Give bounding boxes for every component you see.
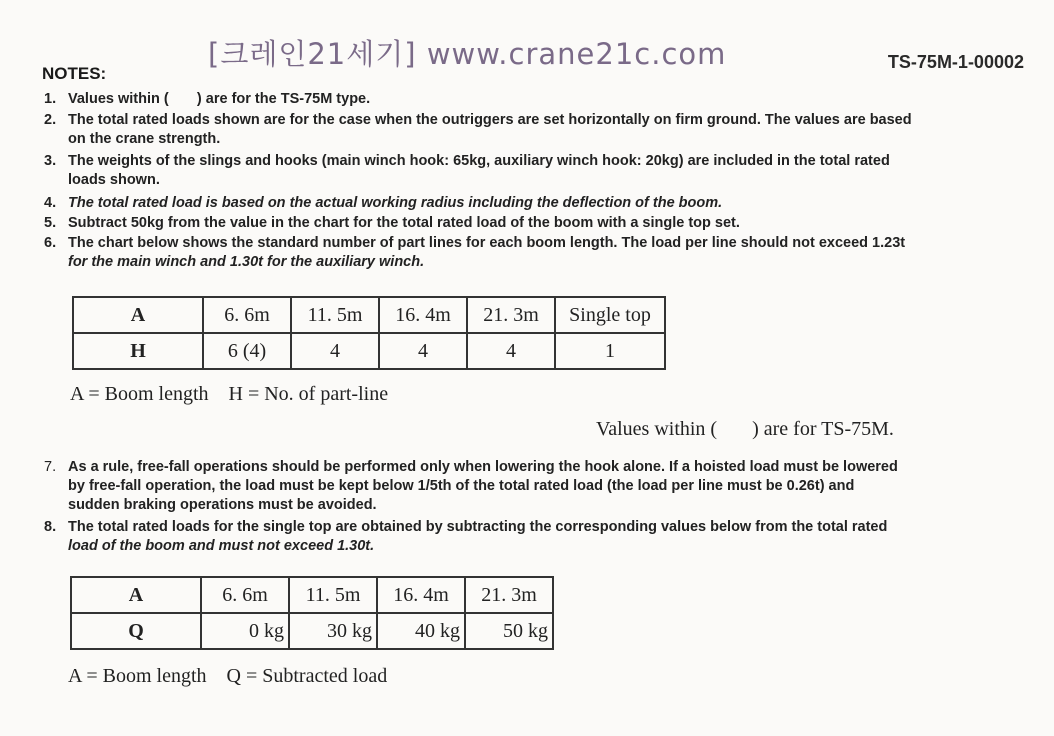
table-cell: 6 (4)	[203, 333, 291, 369]
note-text: Subtract 50kg from the value in the chart for the total rated load of the boom with a single top set.	[68, 215, 740, 231]
note-number: 4.	[44, 195, 57, 211]
notes-title: NOTES:	[42, 64, 107, 83]
note-8	[44, 518, 994, 556]
subtracted-load-table	[70, 576, 554, 650]
note-text: The total rated loads shown are for the case when the outriggers are set horizontally on firm ground. The values are based	[68, 112, 912, 128]
table-cell: 21. 3m	[465, 577, 553, 613]
table1-legend: A = Boom length H = No. of part-line	[70, 383, 389, 405]
note-text-cont: loads shown.	[68, 172, 160, 188]
table-cell: 40 kg	[377, 613, 465, 649]
table-cell: 11. 5m	[289, 577, 377, 613]
note-text: The total rated loads for the single top are obtained by subtracting the corresponding values below from the total rated	[68, 519, 888, 535]
note-number: 5.	[44, 215, 57, 231]
table-row	[73, 333, 665, 369]
table-cell: Q	[71, 613, 201, 649]
note-text: Values within ( ) are for the TS-75M type.	[68, 91, 371, 107]
note-text: The total rated load is based on the actual working radius including the deflection of the boom.	[68, 195, 723, 211]
note-text-cont: sudden braking operations must be avoided.	[68, 497, 377, 513]
table-cell: 0 kg	[201, 613, 289, 649]
note-3	[44, 152, 994, 190]
table-cell: A	[71, 577, 201, 613]
note-text: As a rule, free-fall operations should be performed only when lowering the hook alone. If a hoisted load must be lowered	[68, 459, 898, 475]
note-number: 7.	[44, 459, 57, 475]
note-number: 3.	[44, 153, 57, 169]
note-6	[44, 234, 994, 272]
note-2	[44, 111, 994, 149]
table-row	[71, 577, 553, 613]
table-cell: 16. 4m	[377, 577, 465, 613]
table-cell: A	[73, 297, 203, 333]
note-text: The weights of the slings and hooks (main winch hook: 65kg, auxiliary winch hook: 20kg) are included in the total rated	[68, 153, 890, 169]
note-text: The chart below shows the standard number of part lines for each boom length. The load per line should not exceed 1.23t	[68, 235, 906, 251]
note-number: 1.	[44, 91, 57, 107]
note-text-cont: for the main winch and 1.30t for the auxiliary winch.	[68, 254, 425, 270]
note-text-cont: on the crane strength.	[68, 131, 221, 147]
note-text-cont: load of the boom and must not exceed 1.30t.	[68, 538, 375, 554]
table-cell: 50 kg	[465, 613, 553, 649]
table-row	[71, 613, 553, 649]
table-cell: 16. 4m	[379, 297, 467, 333]
table-row	[73, 297, 665, 333]
note-5	[44, 214, 994, 233]
table-cell: 1	[555, 333, 665, 369]
table2-legend: A = Boom length Q = Subtracted load	[68, 665, 388, 687]
document-number: TS-75M-1-00002	[887, 52, 1024, 72]
table-cell: 4	[467, 333, 555, 369]
table-cell: 6. 6m	[203, 297, 291, 333]
table-cell: Single top	[555, 297, 665, 333]
note-text-cont: by free-fall operation, the load must be kept below 1/5th of the total rated load (the load per line must be 0.26t) and	[68, 478, 855, 494]
table-cell: 4	[291, 333, 379, 369]
table-cell: 21. 3m	[467, 297, 555, 333]
note-number: 6.	[44, 235, 57, 251]
note-1	[44, 90, 994, 109]
note-4	[44, 194, 994, 213]
table-cell: 6. 6m	[201, 577, 289, 613]
values-within-note: Values within ( ) are for TS-75M.	[596, 418, 894, 440]
table-cell: 4	[379, 333, 467, 369]
note-7	[44, 458, 994, 515]
note-number: 2.	[44, 112, 57, 128]
watermark-text: [크레인21세기] www.crane21c.com	[208, 37, 727, 71]
table-cell: 30 kg	[289, 613, 377, 649]
part-line-table	[72, 296, 666, 370]
table-cell: 11. 5m	[291, 297, 379, 333]
table-cell: H	[73, 333, 203, 369]
note-number: 8.	[44, 519, 57, 535]
